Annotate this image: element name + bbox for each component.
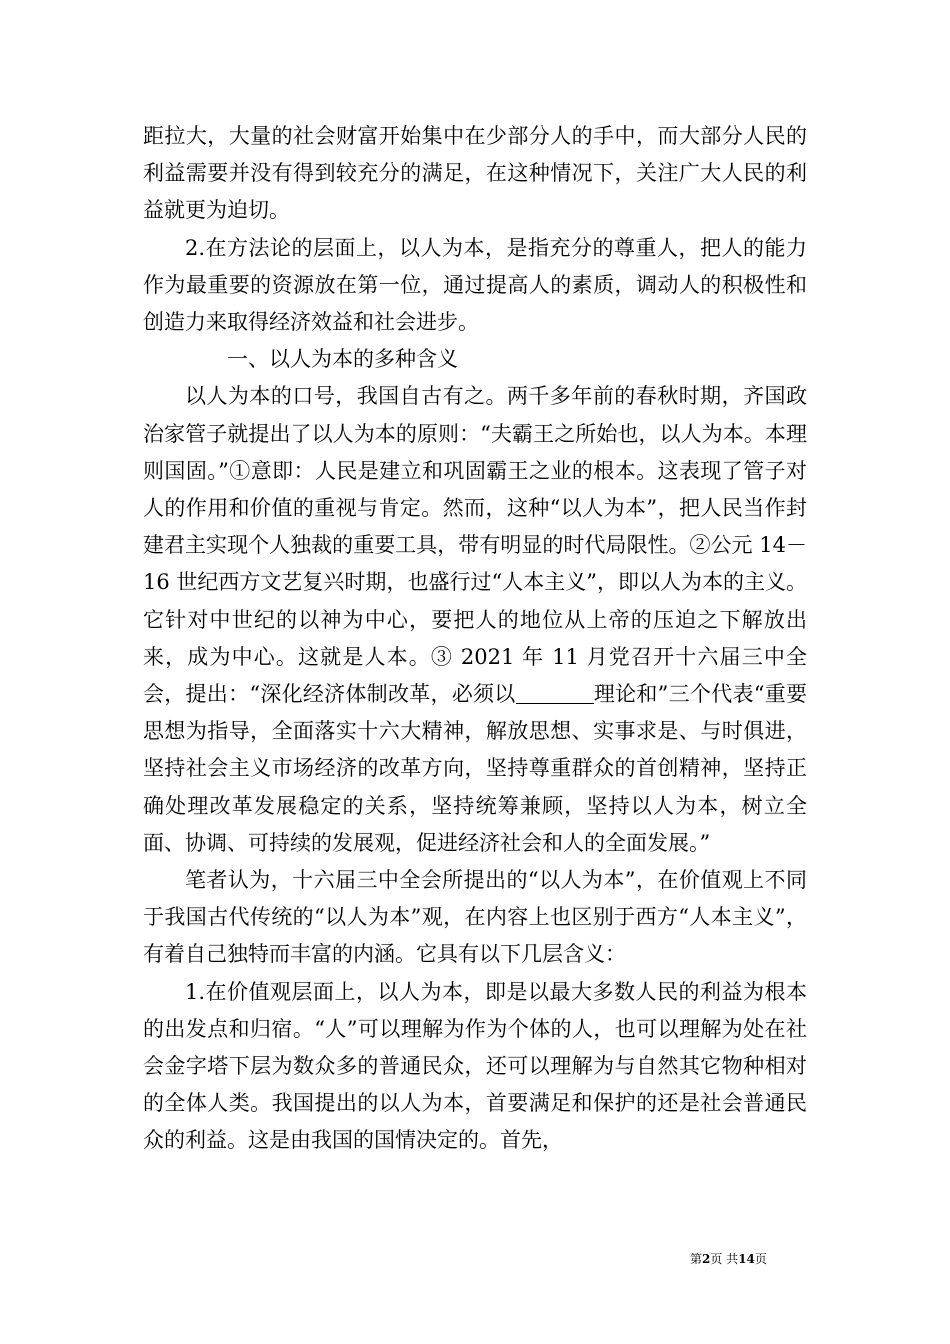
paragraph-methodology: 2.在方法论的层面上，以人为本，是指充分的尊重人，把人的能力作为最重要的资源放在第一位，通过提高人的素质，调动人的积极性和创造力来取得经济效益和社会进步。	[143, 235, 807, 335]
page-footer	[690, 1250, 820, 1267]
paragraph-history	[143, 378, 807, 862]
paragraph-continuation: 距拉大，大量的社会财富开始集中在少部分人的手中，而大部分人民的利益需要并没有得到较充分的满足，在这种情况下，关注广大人民的利益就更为迫切。	[143, 124, 807, 223]
section-heading: 一、以人为本的多种含义	[227, 347, 458, 372]
paragraph-history-text: 以人为本的口号，我国自古有之。两千多年前的春秋时期，齐国政治家管子就提出了以人为本的原则：“夫霸王之所始也，以人为本。本理则国固。”①意即：人民是建立和巩固霸王之业的根本。这表现了管子对人的作用和价值的重视与肯定。然而，这种“以人为本”，把人民当作封建君主实现个人独裁的重要工具，带有明显的时代局限性。②公元 14－16 世纪西方文艺复兴时期，也盛行过“人本主义”，即以人为本的主义。它针对中世纪的以神为中心，要把人的地位从上帝的压迫之下解放出来，成为中心。这就是人本。③ 2021 年 11 月党召开十六届三中全会，提出：“深化经济体制改革，必须以	[143, 384, 807, 707]
document-body	[143, 118, 807, 1160]
fill-blank-underline	[516, 682, 594, 704]
current-page-number: 2	[702, 1252, 711, 1266]
paragraph-history-text-rest: 理论和”三个代表“重要思想为指导，全面落实十六大精神，解放思想、实事求是、与时俱进，坚持社会主义市场经济的改革方向，坚持尊重群众的首创精神，坚持正确处理改革发展稳定的关系，坚持统筹兼顾，坚持以人为本，树立全面、协调、可持续的发展观，促进经济社会和人的全面发展。”	[143, 682, 808, 855]
footer-prefix: 第	[690, 1252, 703, 1266]
footer-suffix: 页	[754, 1252, 767, 1266]
paragraph-values: 1.在价值观层面上，以人为本，即是以最大多数人民的利益为根本的出发点和归宿。“人”可以理解为作为个体的人，也可以理解为处在社会金字塔下层为数众多的普通民众，还可以理解为与自然其它物种相对的全体人类。我国提出的以人为本，首要满足和保护的还是社会普通民众的利益。这是由我国的国情决定的。首先，	[143, 979, 807, 1153]
footer-middle: 页 共	[710, 1252, 739, 1266]
paragraph-author-view: 笔者认为，十六届三中全会所提出的“以人为本”，在价值观上不同于我国古代传统的“以人为本”观，在内容上也区别于西方“人本主义”，有着自己独特而丰富的内涵。它具有以下几层含义：	[143, 868, 807, 967]
total-pages-number: 14	[738, 1252, 755, 1266]
